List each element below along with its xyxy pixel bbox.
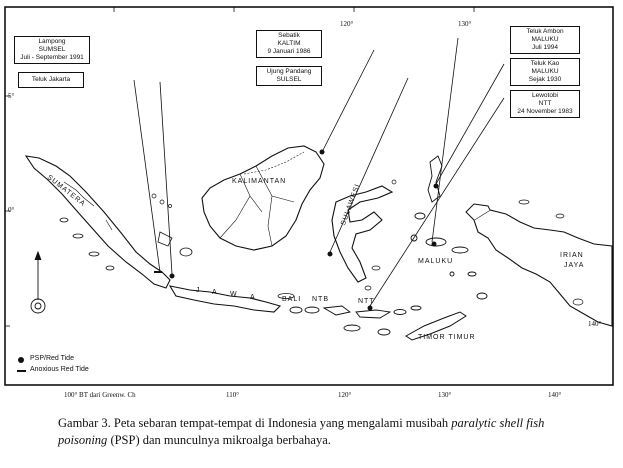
tick-bottom-130: 130° [438,391,452,399]
callout-teluk-ambon: Teluk Ambon MALUKU Juli 1994 [510,26,580,54]
marker-sebatik [320,150,325,155]
label-timor-timur: TIMOR TIMUR [418,334,476,341]
callout-sebatik: Sebatik KALTIM 9 Januari 1986 [256,30,322,58]
tick-bottom-110: 110° [226,391,240,399]
label-ntt: NTT [358,298,375,305]
marker-ujung-pandang [328,252,333,257]
marker-lewotobi [368,306,373,311]
label-ntb: NTB [312,296,329,303]
tick-lon-140: 140° [588,320,602,328]
label-irian: IRIAN [560,252,584,259]
tick-bottom-120: 120° [338,391,352,399]
tick-lat-0: 0° [8,206,15,214]
caption-tail: (PSP) dan munculnya mikroalga berbahaya. [107,433,331,447]
label-sulawesi: SULAWESI [340,182,362,227]
figure-caption [58,415,578,449]
irian-jaya [474,210,612,326]
marker-teluk-kao [434,184,439,189]
legend-psp-dot [18,357,24,363]
tick-lat-5: 5° [8,92,15,100]
java-island [170,286,280,312]
caption-italic: paralytic shell fish poisoning [58,416,545,447]
label-bali: BALI [282,296,302,303]
tick-lon-120: 120° [340,20,354,28]
caption-lead: Gambar 3. Peta sebaran tempat-tempat di Indonesia yang mengalami musibah [58,416,452,430]
maluku-islands [411,156,487,299]
label-java-j: J [196,287,201,294]
label-kalimantan: KALIMANTAN [232,178,287,185]
compass-icon [31,252,45,313]
label-maluku: MALUKU [418,258,454,265]
legend-psp-label: PSP/Red Tide [30,355,74,362]
tick-lon-130: 130° [458,20,472,28]
marker-lampung [170,274,175,279]
label-java-w: W [230,291,238,298]
riau-islands [152,194,172,208]
callout-teluk-jakarta: Teluk Jakarta [18,72,84,88]
label-java-a2: A [250,294,256,301]
tick-bottom-100: 100° BT dari Greenw. Ch [64,391,136,399]
lesser-sunda-islands [290,306,421,335]
tick-bottom-140: 140° [548,391,562,399]
kalimantan-island [202,146,324,250]
callout-lewotobi: Lewotobi NTT 24 November 1983 [510,90,580,118]
label-java-a: A [212,289,218,296]
bangka-belitung [158,232,192,256]
callout-lampung: Lampong SUMSEL Juli - September 1991 [14,36,90,64]
marker-teluk-ambon [432,242,437,247]
sulawesi-island [332,186,392,282]
callout-teluk-kao: Teluk Kao MALUKU Sejak 1930 [510,58,580,86]
label-jaya: JAYA [564,262,585,269]
label-sumatera: SUMATERA [45,174,87,209]
legend-anoxious-label: Anoxious Red Tide [30,366,89,373]
callout-ujung-pandang: Ujung Pandang SULSEL [256,66,322,86]
